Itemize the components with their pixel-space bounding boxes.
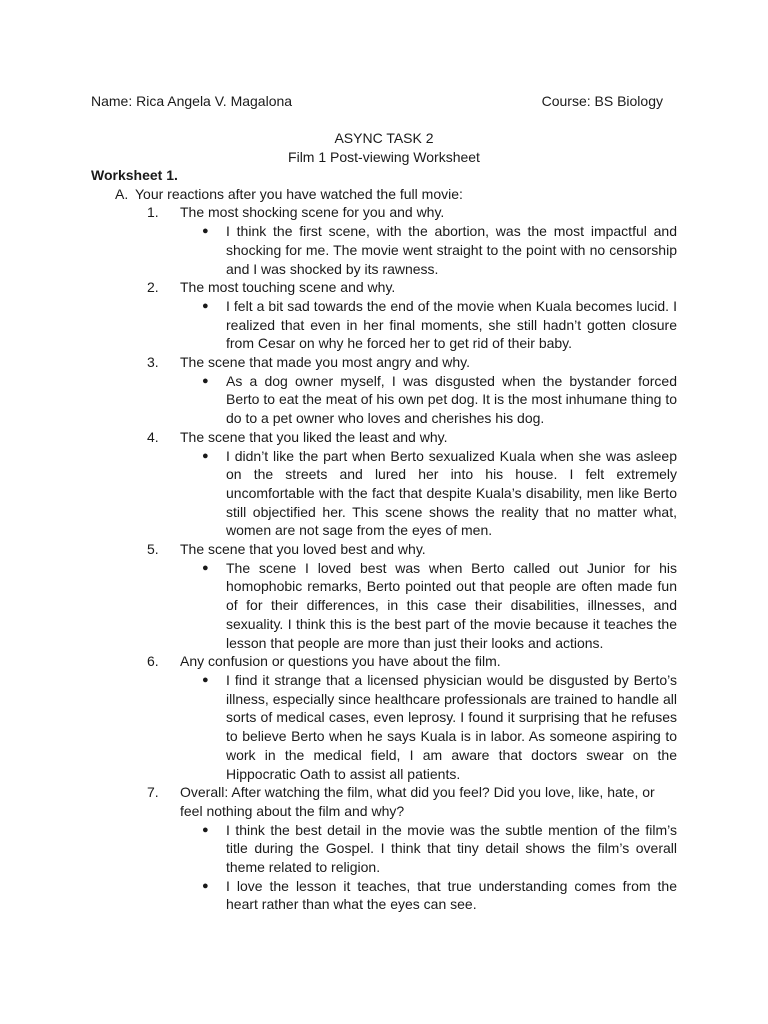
question-item [91, 652, 677, 671]
title-block [91, 129, 677, 167]
section-a-text: Your reactions after you have watched the full movie: [135, 185, 463, 202]
section-a [91, 185, 677, 204]
question-item [91, 540, 677, 559]
question-text: The scene that you liked the least and why. [180, 428, 448, 445]
bullet-dot-icon: ● [202, 561, 209, 574]
answer-text: I find it strange that a licensed physician would be disgusted by Berto’s illness, especially since healthcare professionals are trained to handle all sorts of medical cases, even leprosy. I found it surprising that he refuses to believe Berto when he says Kuala is in labor. As someone aspiring to work in the medical field, I am aware that doctors swear on the Hippocratic Oath to assist all patients. [226, 671, 677, 782]
worksheet-subtitle: Film 1 Post-viewing Worksheet [288, 149, 480, 165]
section-a-marker: A. [115, 185, 129, 202]
question-number: 4. [147, 428, 159, 445]
bullet-dot-icon: ● [202, 225, 209, 238]
answer-bullet [91, 877, 677, 914]
answer-text: I didn’t like the part when Berto sexualized Kuala when she was asleep on the streets and lured her into his house. I felt extremely uncomfortable with the fact that despite Kuala’s disability, men like Berto still objectified her. This scene shows the reality that no matter what, women are not sage from the eyes of men. [226, 447, 677, 539]
answer-bullet [91, 559, 677, 653]
question-text: Any confusion or questions you have about the film. [180, 653, 501, 670]
question-number: 5. [147, 541, 159, 558]
answer-text: I think the best detail in the movie was the subtle mention of the film’s title during the Gospel. I think that tiny detail shows the film’s overall theme related to religion. [226, 821, 677, 876]
answer-text: I felt a bit sad towards the end of the movie when Kuala becomes lucid. I realized that even in her final moments, she still hadn’t gotten closure from Cesar on why he forced her to get rid of their baby. [226, 297, 677, 352]
bullet-dot-icon: ● [202, 879, 209, 892]
answer-bullet [91, 372, 677, 428]
question-item [91, 278, 677, 297]
question-text: The scene that made you most angry and why. [180, 354, 471, 371]
bullet-dot-icon: ● [202, 374, 209, 387]
question-text: The scene that you loved best and why. [180, 541, 426, 558]
question-item [91, 353, 677, 372]
question-list [91, 203, 677, 914]
answer-text: I think the first scene, with the abortion, was the most impactful and shocking for me. The movie went straight to the point with no censorship and I was shocked by its rawness. [226, 223, 677, 277]
question-number: 6. [147, 653, 159, 670]
answer-text: I love the lesson it teaches, that true understanding comes from the heart rather than what the eyes can see. [226, 877, 677, 913]
question-number: 2. [147, 279, 159, 296]
bullet-dot-icon: ● [202, 299, 209, 312]
answer-bullet [91, 671, 677, 783]
answer-bullet [91, 297, 677, 353]
answer-text: The scene I loved best was when Berto called out Junior for his homophobic remarks, Berto pointed out that people are often made fun of for their differences, in this case their disabilities, illnesses, and sexuality. I think this is the best part of the movie because it teaches the lesson that people are more than just their looks and actions. [226, 559, 677, 651]
answer-bullet [91, 222, 677, 278]
question-text: The most touching scene and why. [180, 279, 396, 296]
question-number: 7. [147, 784, 159, 801]
question-text: The most shocking scene for you and why. [180, 204, 445, 221]
student-name: Name: Rica Angela V. Magalona [91, 93, 293, 109]
bullet-dot-icon: ● [202, 823, 209, 836]
question-item [91, 783, 677, 820]
question-number: 1. [147, 204, 159, 221]
answer-text: As a dog owner myself, I was disgusted when the bystander forced Berto to eat the meat of his own pet dog. It is the most inhumane thing to do to a pet owner who loves and cherishes his dog. [226, 372, 677, 427]
question-number: 3. [147, 354, 159, 371]
answer-bullet [91, 821, 677, 877]
question-item [91, 203, 677, 222]
question-item [91, 428, 677, 447]
question-text: Overall: After watching the film, what did you feel? Did you love, like, hate, or feel nothing about the film and why? [180, 784, 655, 819]
task-title: ASYNC TASK 2 [334, 130, 434, 146]
worksheet-body [91, 166, 677, 914]
worksheet-label: Worksheet 1. [91, 167, 178, 183]
student-course: Course: BS Biology [541, 93, 663, 109]
header-line [91, 91, 663, 111]
bullet-dot-icon: ● [202, 449, 209, 462]
bullet-dot-icon: ● [202, 673, 209, 686]
answer-bullet [91, 447, 677, 541]
